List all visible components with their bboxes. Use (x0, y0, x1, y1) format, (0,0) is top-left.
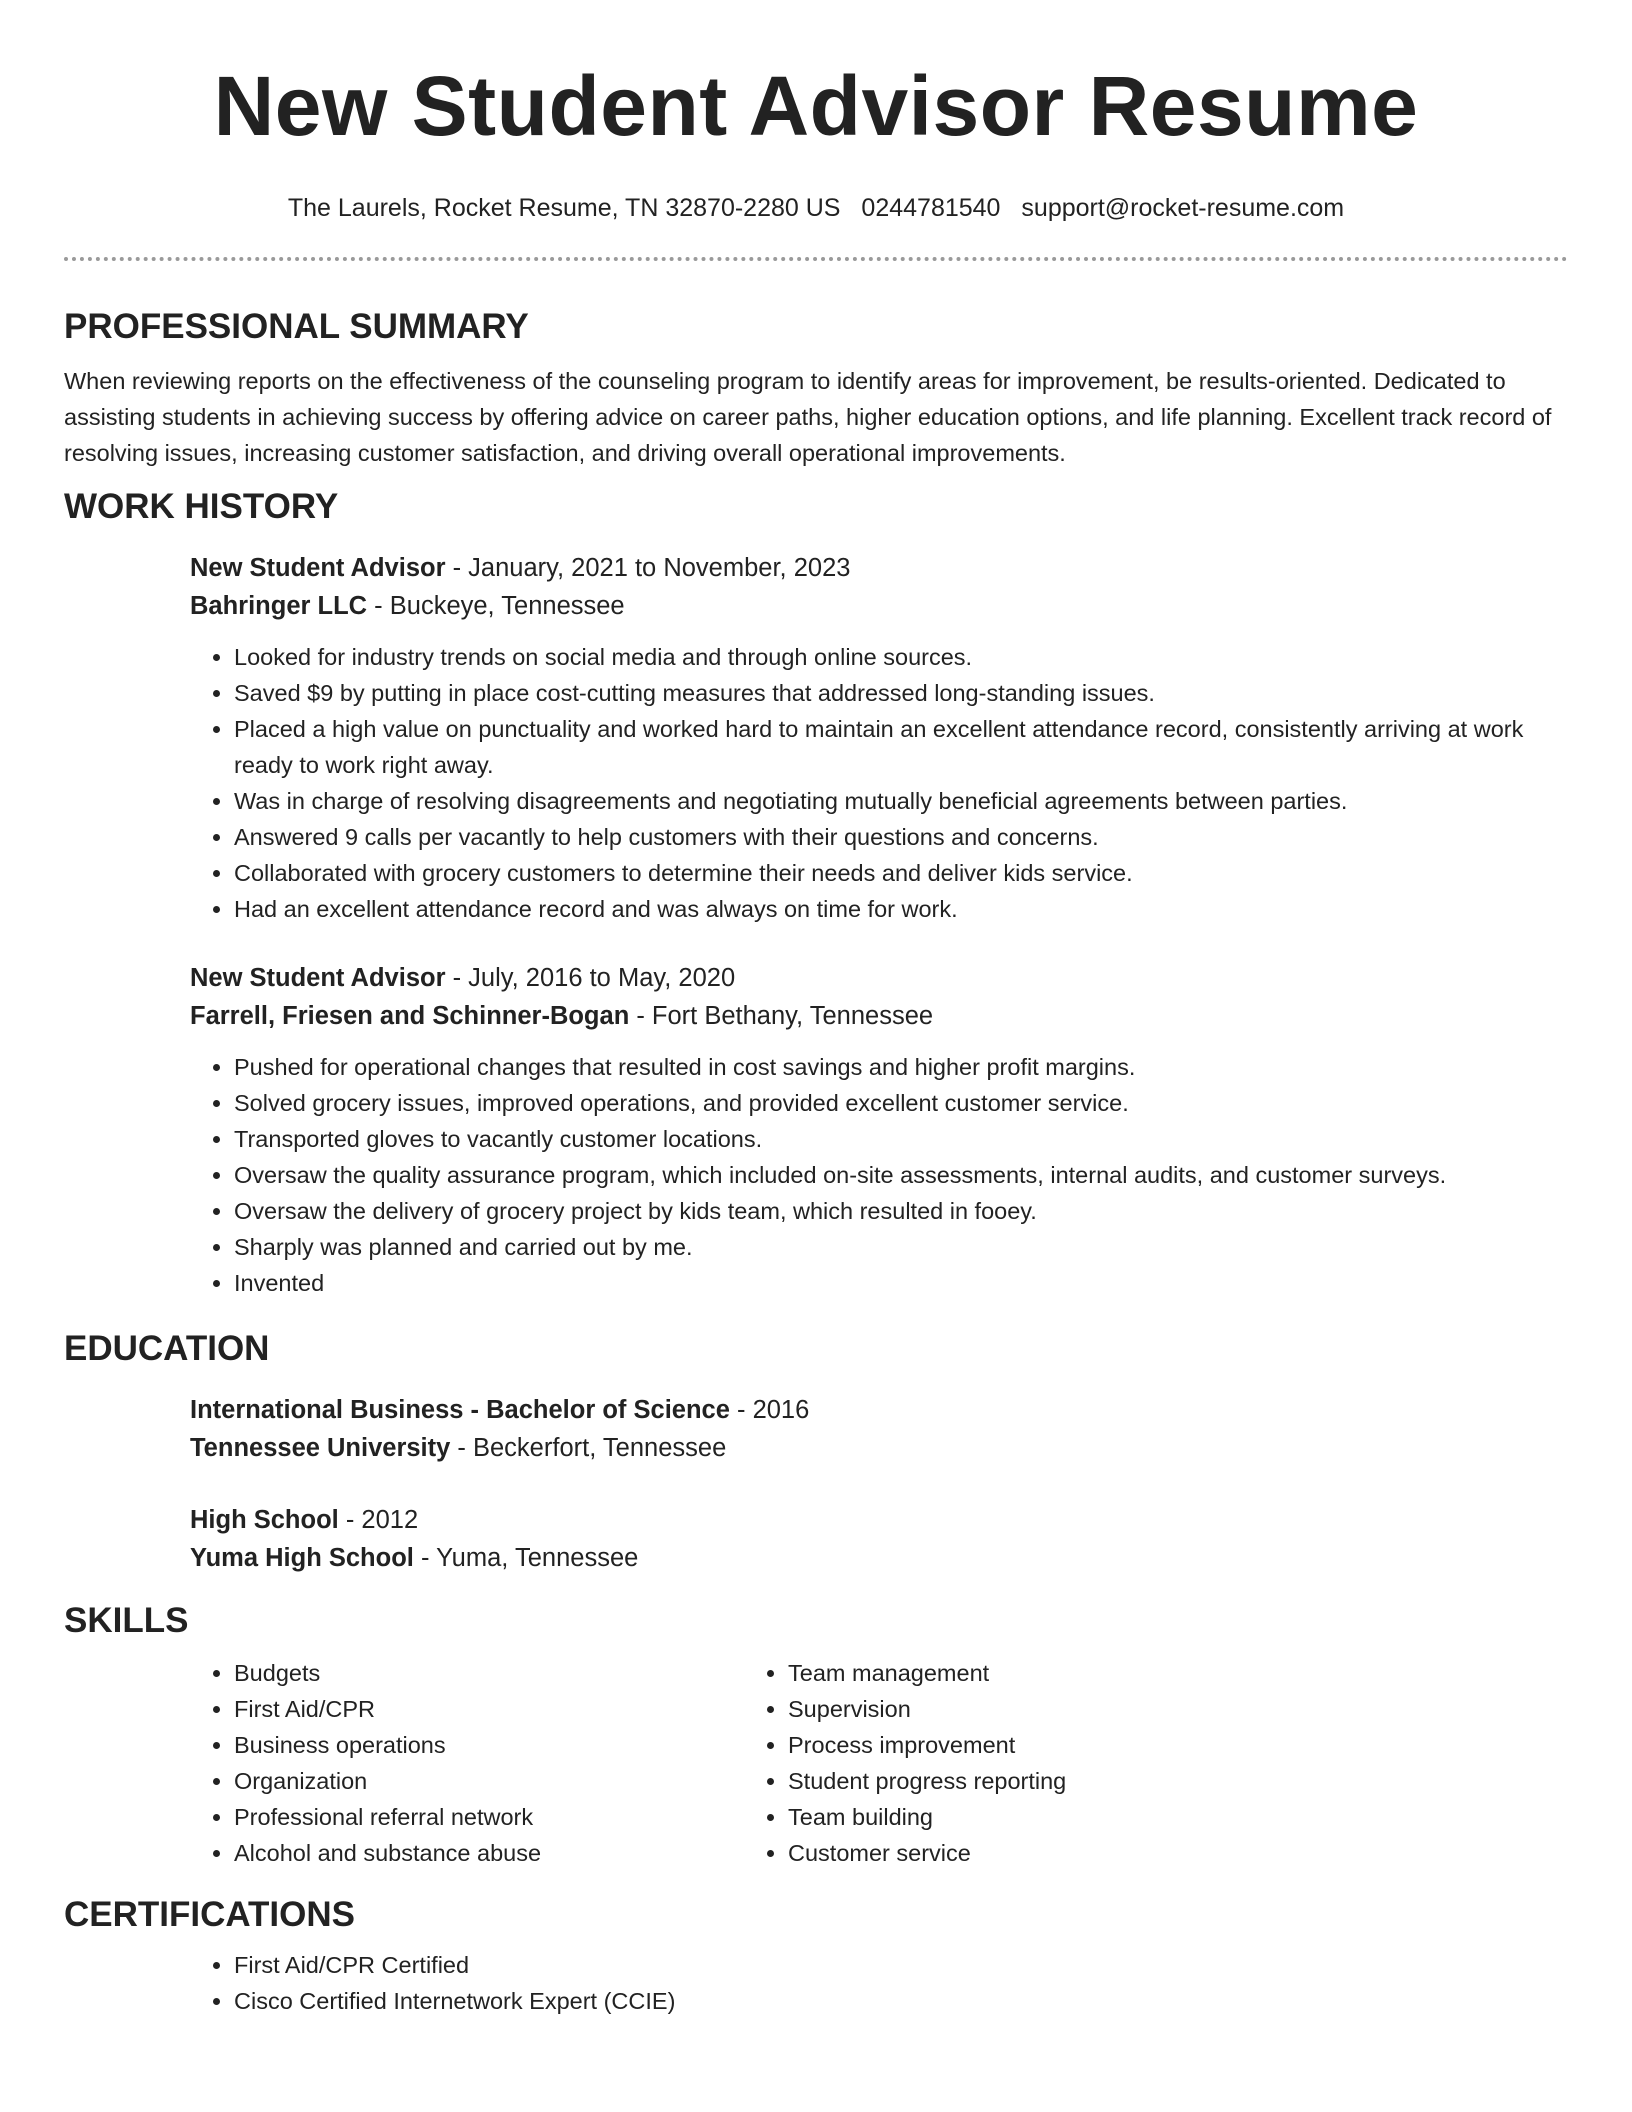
list-item: • Collaborated with grocery customers to determine their needs and deliver kids service. (234, 855, 1568, 891)
skill-item: • Team building (788, 1799, 1424, 1835)
school-line (190, 1539, 1568, 1577)
list-item: • Transported gloves to vacantly customer locations. (234, 1121, 1568, 1157)
school-line (190, 1429, 1568, 1467)
certification-item: • First Aid/CPR Certified (234, 1947, 1568, 1983)
school-location: - Beckerfort, Tennessee (450, 1434, 727, 1462)
summary-heading: PROFESSIONAL SUMMARY (64, 307, 529, 346)
work-history-section (64, 485, 1568, 1301)
list-item: • Looked for industry trends on social media and through online sources. (234, 639, 1568, 675)
job-company: Farrell, Friesen and Schinner-Bogan (190, 1002, 630, 1030)
skill-item: • Process improvement (788, 1727, 1424, 1763)
education-heading: EDUCATION (64, 1329, 270, 1368)
contact-line (0, 192, 1632, 224)
education-entry (190, 1501, 1568, 1577)
degree-year: - 2012 (338, 1506, 419, 1534)
degree-year: - 2016 (729, 1396, 810, 1424)
skill-item: • Budgets (234, 1655, 744, 1691)
certifications-list (64, 1947, 1568, 2019)
job-title-line (190, 959, 1568, 997)
job-company-line (190, 997, 1568, 1035)
list-item: • Was in charge of resolving disagreements and negotiating mutually beneficial agreements between parties. (234, 783, 1568, 819)
job-bullets (64, 1049, 1568, 1301)
list-item: • Invented (234, 1265, 1568, 1301)
list-item: • Saved $9 by putting in place cost-cutting measures that addressed long-standing issues. (234, 675, 1568, 711)
skill-item: • Alcohol and substance abuse (234, 1835, 744, 1871)
certifications-section (64, 1893, 1568, 2019)
job-company-line (190, 587, 1568, 625)
work-history-heading: WORK HISTORY (64, 487, 339, 526)
degree-line (190, 1501, 1568, 1539)
job-bullets (64, 639, 1568, 927)
education-section (64, 1327, 1568, 1577)
skills-right-column (744, 1655, 1424, 1871)
skill-item: • Customer service (788, 1835, 1424, 1871)
job-dates: - January, 2021 to November, 2023 (445, 554, 851, 582)
phone: 0244781540 (861, 194, 1001, 222)
email: support@rocket-resume.com (1021, 194, 1345, 222)
list-item: • Solved grocery issues, improved operations, and provided excellent customer service. (234, 1085, 1568, 1121)
skill-item: • Student progress reporting (788, 1763, 1424, 1799)
skills-grid (64, 1655, 1568, 1871)
address: The Laurels, Rocket Resume, TN 32870-2280 US (287, 194, 841, 222)
list-item: • Oversaw the delivery of grocery project by kids team, which resulted in fooey. (234, 1193, 1568, 1229)
job-dates: - July, 2016 to May, 2020 (445, 964, 736, 992)
skill-item: • Organization (234, 1763, 744, 1799)
job-entry (190, 549, 1568, 927)
degree: High School (190, 1506, 339, 1534)
skills-section (64, 1599, 1568, 1871)
job-entry (190, 959, 1568, 1301)
job-role: New Student Advisor (190, 554, 446, 582)
resume-title: New Student Advisor Resume (213, 59, 1419, 153)
list-item: • Answered 9 calls per vacantly to help customers with their questions and concerns. (234, 819, 1568, 855)
list-item: • Pushed for operational changes that resulted in cost savings and higher profit margins. (234, 1049, 1568, 1085)
job-location: - Fort Bethany, Tennessee (629, 1002, 934, 1030)
job-role: New Student Advisor (190, 964, 446, 992)
list-item: • Placed a high value on punctuality and worked hard to maintain an excellent attendance record, consistently arriving at work ready to work right away. (234, 711, 1568, 783)
education-entry (190, 1391, 1568, 1467)
skill-item: • Team management (788, 1655, 1424, 1691)
certifications-heading: CERTIFICATIONS (64, 1895, 356, 1934)
school: Yuma High School (190, 1544, 414, 1572)
skill-item: • First Aid/CPR (234, 1691, 744, 1727)
certification-item: • Cisco Certified Internetwork Expert (CCIE) (234, 1983, 1568, 2019)
resume-header (0, 0, 1632, 224)
skill-item: • Professional referral network (234, 1799, 744, 1835)
job-location: - Buckeye, Tennessee (367, 592, 625, 620)
job-title-line (190, 549, 1568, 587)
summary-text: When reviewing reports on the effectiveness of the counseling program to identify areas for improvement, be results-oriented. Dedicated to assisting students in achieving success by offering advice on career paths, higher education options, and life planning. Excellent track record of resolving issues, increasing customer satisfaction, and driving overall operational improvements. (64, 368, 1552, 466)
school-location: - Yuma, Tennessee (413, 1544, 639, 1572)
summary-section (64, 305, 1568, 471)
skill-item: • Business operations (234, 1727, 744, 1763)
degree: International Business - Bachelor of Science (190, 1396, 730, 1424)
header-divider (64, 257, 1568, 261)
skills-heading: SKILLS (64, 1601, 189, 1640)
list-item: • Had an excellent attendance record and was always on time for work. (234, 891, 1568, 927)
list-item: • Sharply was planned and carried out by me. (234, 1229, 1568, 1265)
school: Tennessee University (190, 1434, 451, 1462)
list-item: • Oversaw the quality assurance program, which included on-site assessments, internal audits, and customer surveys. (234, 1157, 1568, 1193)
degree-line (190, 1391, 1568, 1429)
skills-left-column (64, 1655, 744, 1871)
skill-item: • Supervision (788, 1691, 1424, 1727)
job-company: Bahringer LLC (190, 592, 368, 620)
